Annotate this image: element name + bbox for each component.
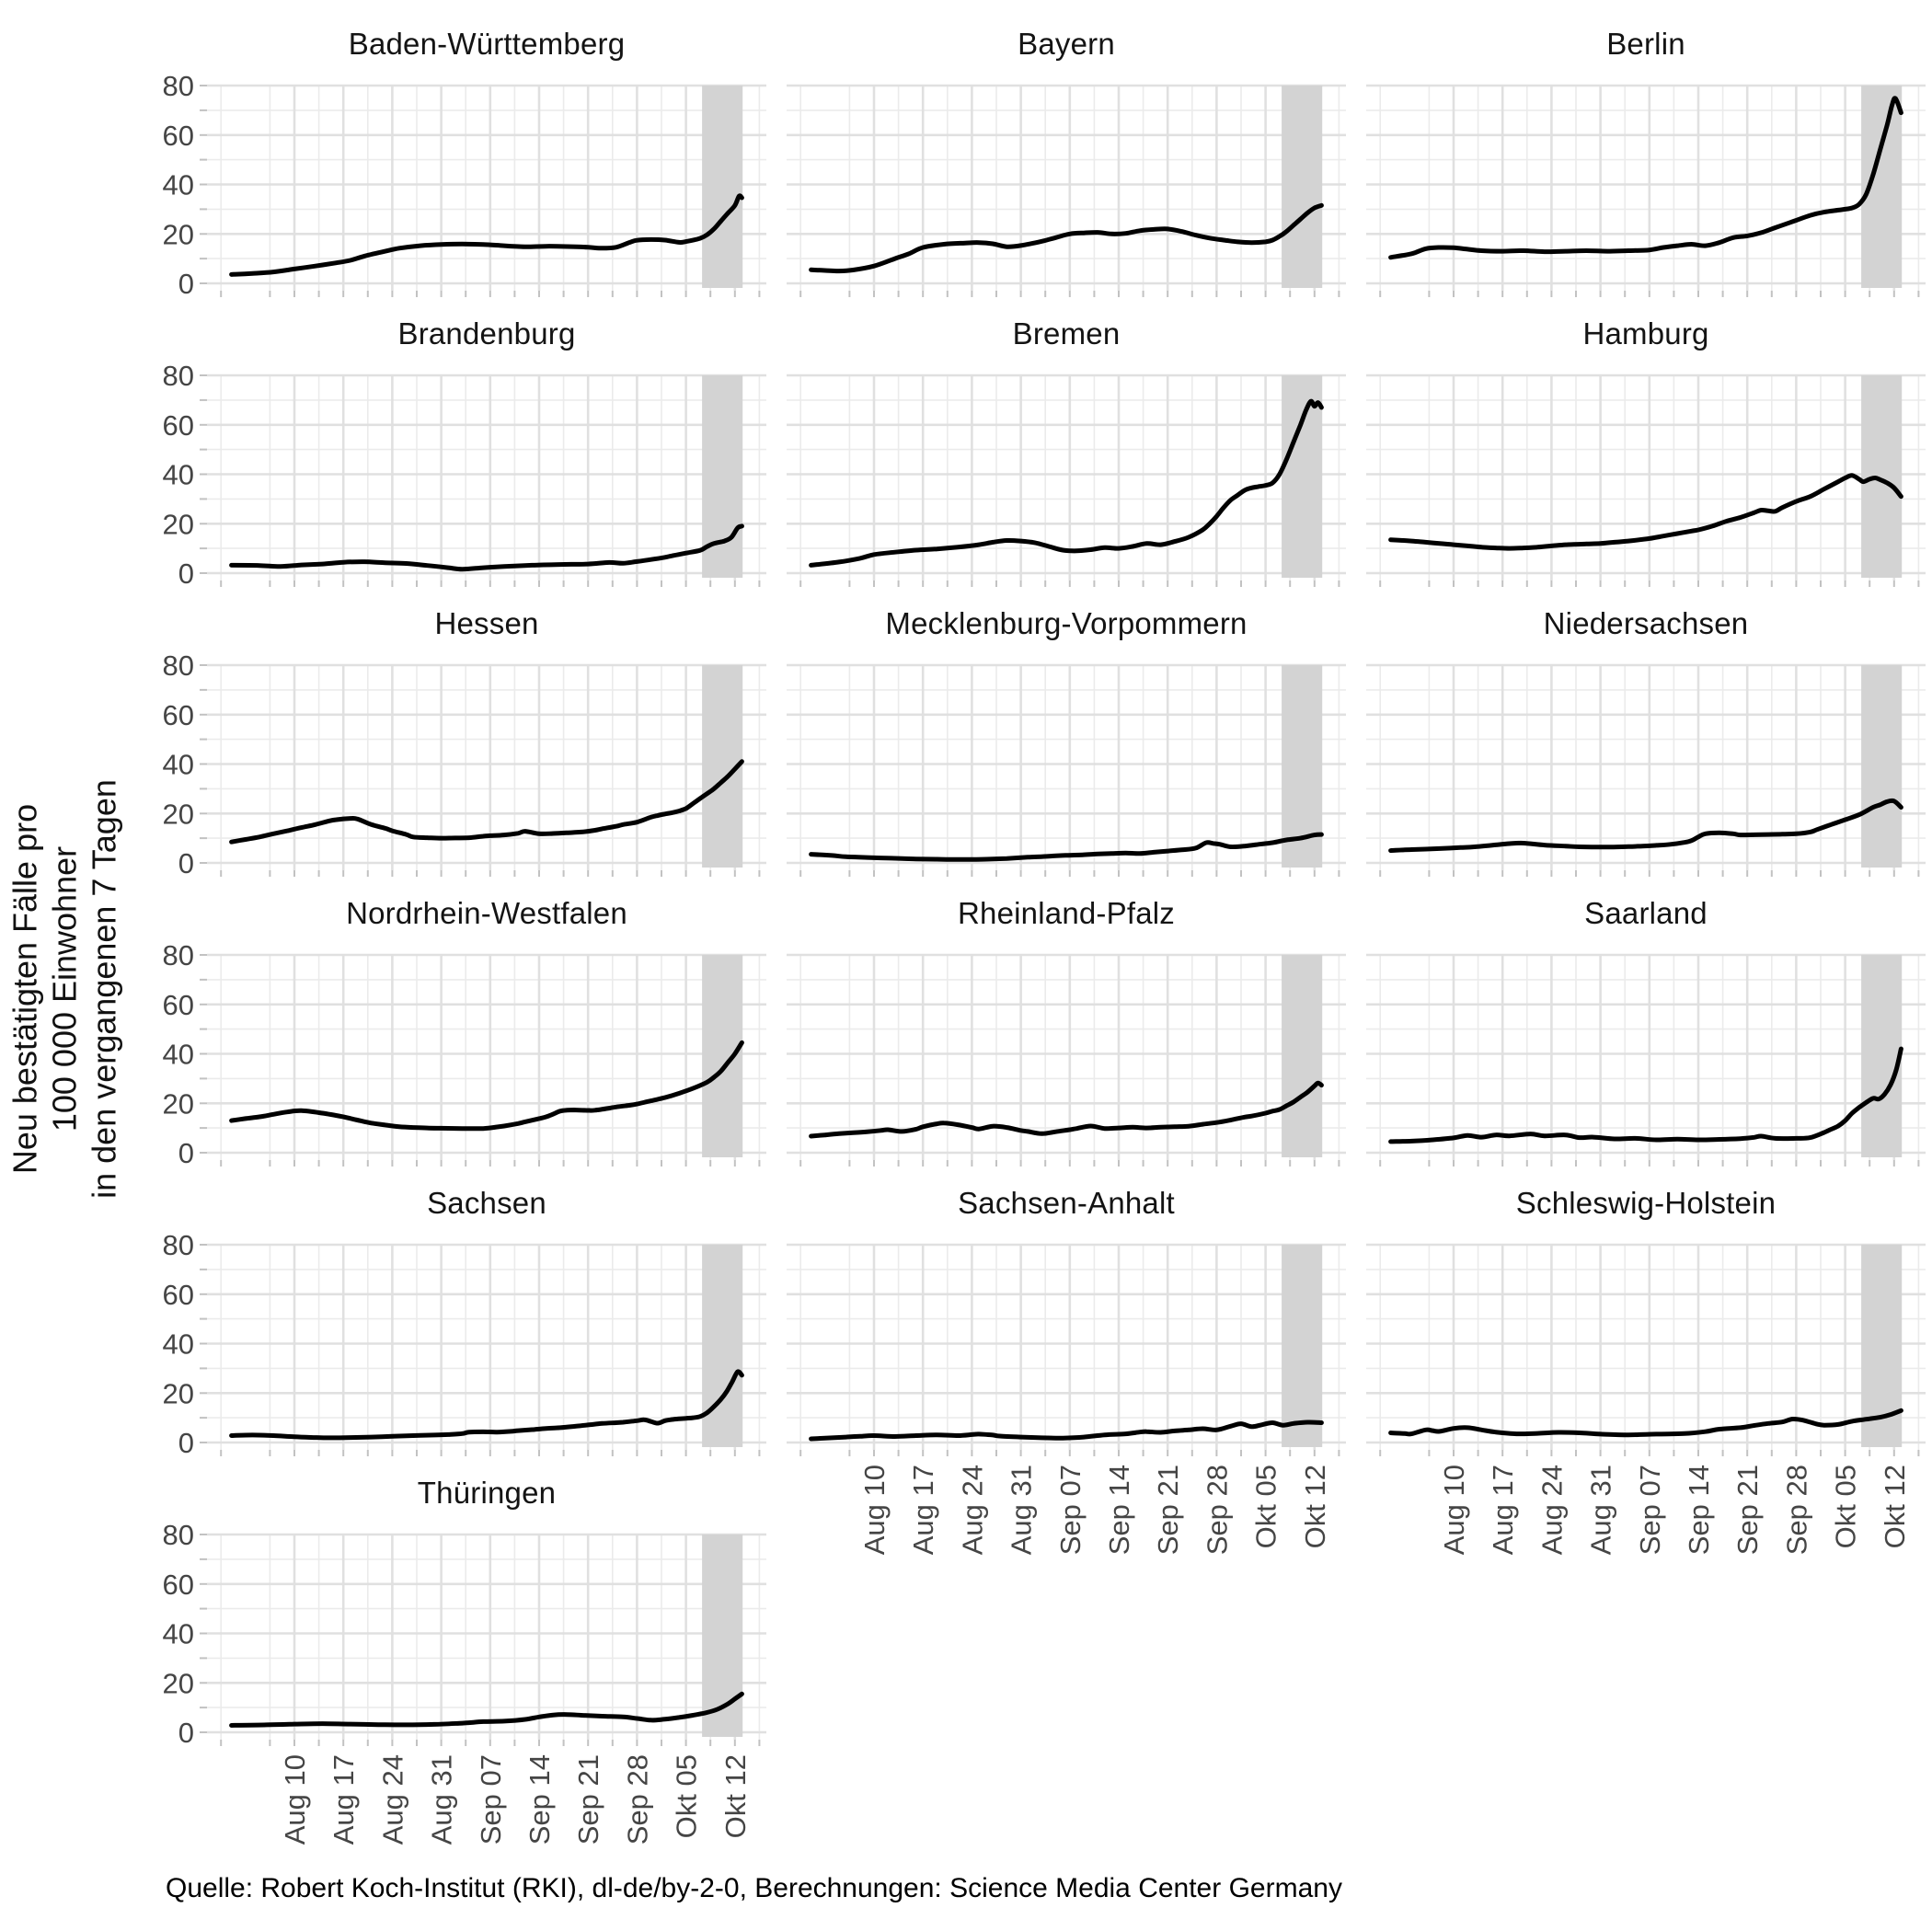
facet-panel [787,86,1346,297]
tick-marks [1380,1160,1918,1167]
y-tick-label: 0 [178,268,194,300]
x-tick-label: Okt 05 [1829,1465,1862,1549]
x-tick-label: Aug 24 [956,1465,989,1556]
panel-gridlines [207,665,766,870]
y-tick-label: 60 [162,698,194,731]
facet-panel [1366,1245,1926,1555]
recent-data-band [1282,955,1322,1157]
panel-gridlines [1366,955,1926,1160]
x-tick-label: Sep 07 [474,1754,507,1845]
trend-line [1391,800,1902,850]
tick-marks [1380,580,1918,587]
y-axis-title-line: 100 000 Einwohner [45,845,84,1132]
y-tick-label: 60 [162,1568,194,1601]
x-tick-label: Aug 10 [858,1465,891,1556]
recent-data-band [1861,955,1902,1157]
x-tick-label: Sep 21 [1152,1465,1185,1556]
x-tick-label: Aug 31 [425,1754,458,1845]
y-axis-title-line: in den vergangenen 7 Tagen [85,779,123,1199]
facet-title: Brandenburg [397,316,576,351]
tick-marks [1380,291,1918,297]
facet-title: Berlin [1606,27,1685,61]
facet-panel [163,360,766,590]
facet-title: Sachsen [427,1186,546,1220]
panel-gridlines [1366,1245,1926,1450]
x-tick-label: Okt 05 [1249,1465,1282,1549]
facet-panel [1366,665,1926,877]
facet-panel [1366,86,1926,297]
facet-title: Baden-Württemberg [348,27,626,61]
tick-marks [200,1245,759,1456]
panel-gridlines [787,86,1346,291]
x-tick-label: Okt 12 [1878,1465,1911,1549]
panel-gridlines [787,1245,1346,1450]
trend-line [811,205,1322,270]
x-tick-label: Aug 10 [1438,1465,1470,1556]
y-tick-label: 20 [162,508,194,541]
y-tick-label: 20 [162,218,194,251]
y-tick-label: 20 [162,1377,194,1410]
x-tick-label: Sep 21 [1731,1465,1765,1556]
tick-marks [800,1160,1339,1167]
source-caption: Quelle: Robert Koch-Institut (RKI), dl-de/by-2-0, Berechnungen: Science Media Center Germany [166,1873,1342,1903]
facet-title: Nordrhein-Westfalen [346,896,627,930]
x-tick-label: Sep 21 [572,1754,605,1845]
y-tick-label: 20 [162,798,194,831]
x-tick-label: Aug 17 [328,1754,361,1845]
panel-gridlines [207,86,766,291]
facet-title: Schleswig-Holstein [1515,1186,1777,1220]
facet-title: Saarland [1584,896,1708,930]
facet-title: Hessen [434,606,539,640]
trend-line [232,1372,742,1438]
x-tick-label: Sep 14 [523,1754,556,1845]
panel-gridlines [787,665,1346,870]
trend-line [232,762,742,842]
y-tick-label: 80 [162,70,194,102]
tick-marks [1380,870,1918,877]
tick-marks [800,1450,1339,1456]
facet-title: Bremen [1012,316,1121,351]
tick-marks [200,86,759,297]
x-tick-label: Sep 28 [621,1754,654,1845]
facet-title: Rheinland-Pfalz [958,896,1175,930]
tick-marks [800,870,1339,877]
tick-marks [800,291,1339,297]
x-tick-label: Sep 28 [1201,1465,1234,1556]
panel-gridlines [207,1534,766,1740]
tick-marks [200,665,759,877]
facet-title: Mecklenburg-Vorpommern [885,606,1248,640]
tick-marks [200,955,759,1167]
tick-marks [1380,1450,1918,1456]
y-tick-label: 40 [162,1038,194,1071]
trend-line [232,1042,742,1128]
facet-title: Thüringen [417,1476,557,1510]
facet-panel [787,955,1346,1167]
y-tick-label: 40 [162,168,194,201]
y-tick-label: 80 [162,1229,194,1261]
facet-title: Niedersachsen [1543,606,1749,640]
x-tick-label: Sep 07 [1053,1465,1087,1556]
x-tick-label: Aug 24 [376,1754,409,1845]
panel-gridlines [1366,665,1926,870]
recent-data-band [702,955,742,1157]
x-tick-label: Sep 28 [1780,1464,1813,1556]
x-tick-label: Sep 07 [1633,1465,1666,1556]
y-tick-label: 40 [162,1617,194,1650]
x-tick-label: Aug 17 [1487,1465,1520,1556]
facet-panel [1366,375,1926,587]
y-tick-label: 40 [162,458,194,491]
x-tick-label: Sep 14 [1683,1465,1715,1556]
recent-data-band [1282,1245,1322,1447]
y-tick-label: 20 [162,1087,194,1121]
facet-panel [787,1245,1346,1555]
x-tick-label: Aug 31 [1005,1465,1038,1556]
x-tick-label: Aug 31 [1584,1465,1617,1556]
x-tick-label: Aug 10 [279,1754,311,1845]
y-tick-label: 60 [162,988,194,1021]
recent-data-band [1861,375,1902,578]
facet-title: Hamburg [1582,316,1709,351]
facet-panel [163,1519,766,1845]
facet-title: Bayern [1018,27,1115,61]
y-tick-label: 80 [162,360,194,392]
y-tick-label: 40 [162,748,194,781]
y-tick-label: 80 [162,939,194,971]
panel-gridlines [1366,86,1926,291]
x-tick-label: Okt 12 [719,1754,752,1839]
trend-line [811,1422,1322,1439]
panel-gridlines [207,375,766,580]
y-tick-label: 60 [162,1278,194,1311]
x-tick-label: Aug 17 [907,1465,940,1556]
y-tick-label: 60 [162,408,194,442]
x-tick-label: Sep 14 [1103,1465,1135,1556]
y-tick-label: 0 [178,557,194,590]
y-tick-label: 80 [162,1519,194,1551]
y-tick-label: 0 [178,1137,194,1169]
trend-line [1391,1410,1902,1434]
facet-panel [787,665,1346,877]
trend-line [1391,476,1902,548]
y-tick-label: 0 [178,847,194,879]
y-tick-label: 60 [162,119,194,152]
x-tick-label: Okt 05 [670,1754,703,1839]
recent-data-band [1282,86,1322,288]
recent-data-band [702,1245,742,1447]
trend-line [232,1694,742,1725]
recent-data-band [702,86,742,288]
y-axis-title [6,779,124,1199]
facet-panel [163,649,766,879]
facet-title: Sachsen-Anhalt [958,1186,1175,1220]
y-tick-label: 20 [162,1667,194,1700]
y-tick-label: 0 [178,1717,194,1749]
recent-data-band [1861,665,1902,868]
tick-marks [200,1534,759,1746]
tick-marks [800,580,1339,587]
facet-panel [787,375,1346,587]
x-tick-label: Okt 12 [1298,1465,1331,1549]
y-tick-label: 0 [178,1427,194,1459]
facet-panel [1366,955,1926,1167]
y-tick-label: 40 [162,1328,194,1361]
y-axis-title-line: Neu bestätigten Fälle pro [6,803,44,1175]
facet-panel [163,70,766,300]
x-tick-label: Aug 24 [1535,1465,1569,1556]
facet-panel [163,939,766,1169]
facet-panel [163,1229,766,1459]
y-tick-label: 80 [162,649,194,682]
